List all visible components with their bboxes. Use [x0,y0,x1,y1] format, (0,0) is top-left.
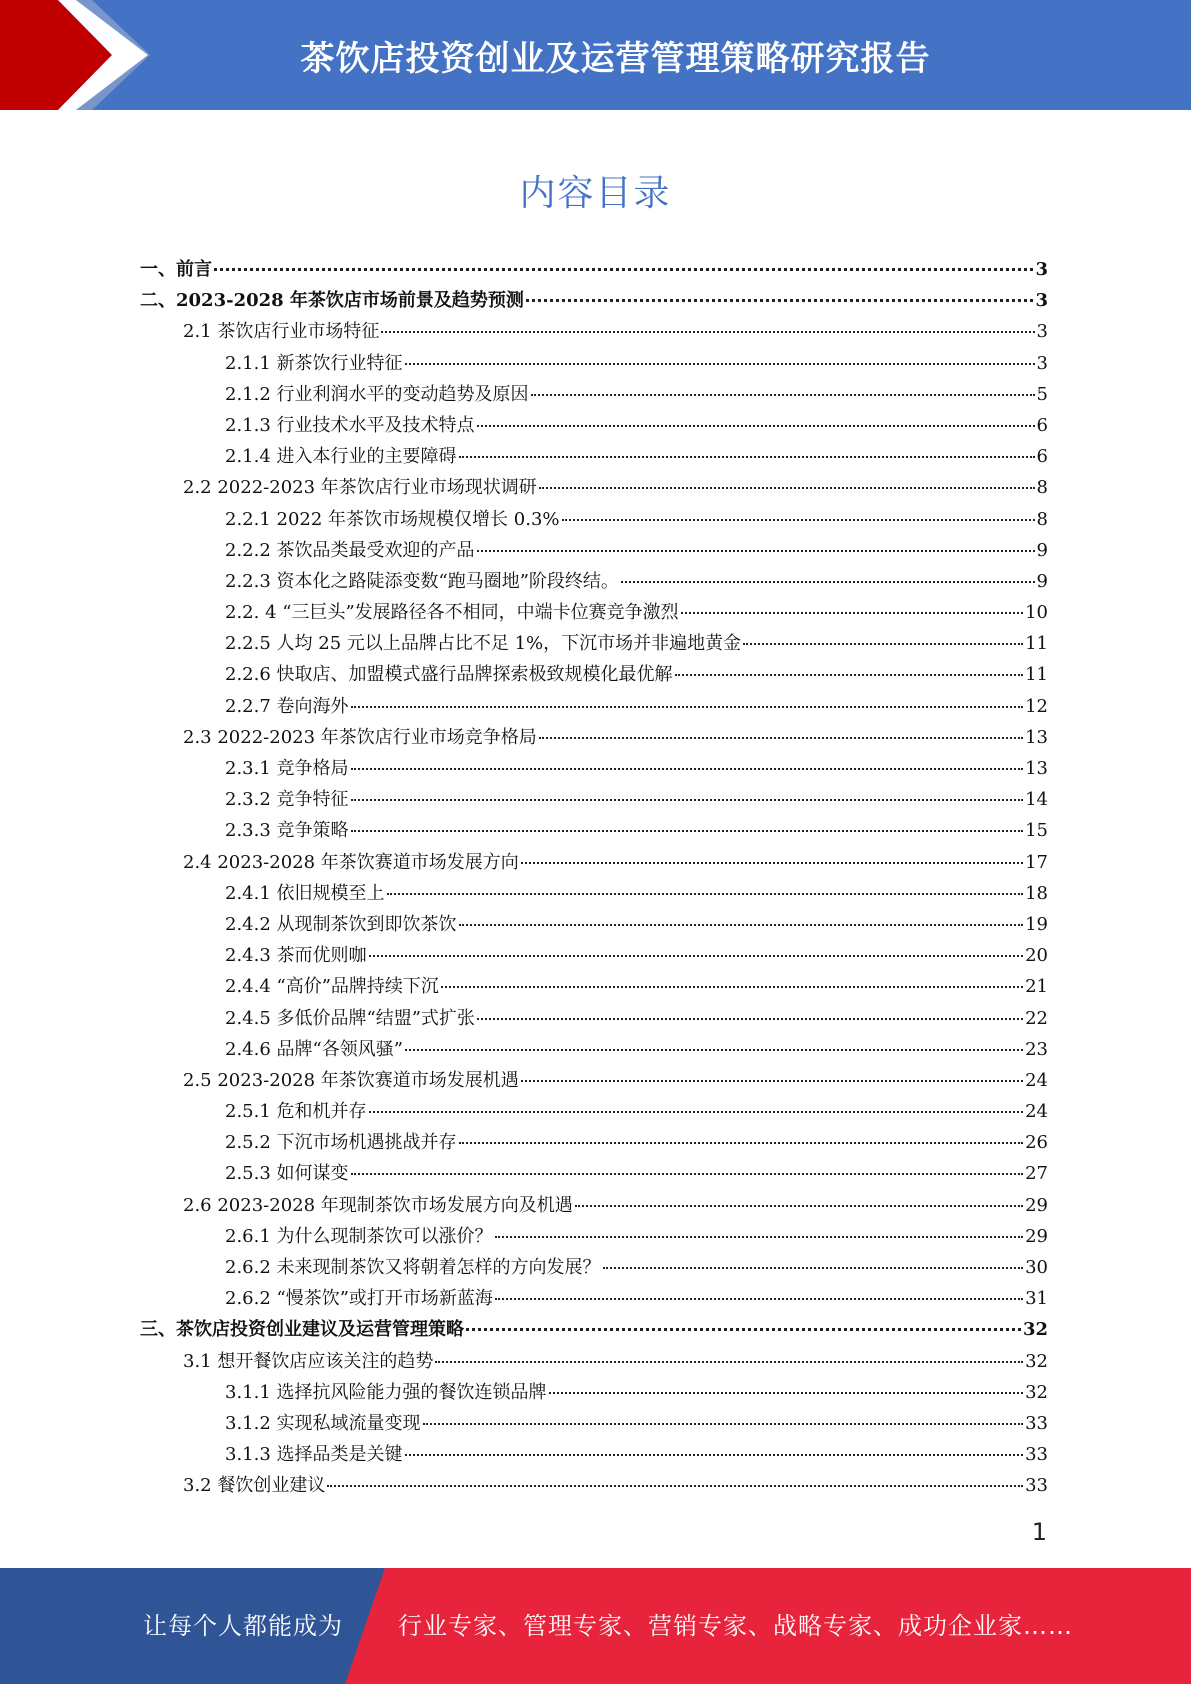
toc-entry-page: 6 [1036,446,1048,468]
toc-leader-dots [459,923,1024,926]
toc-entry-page: 32 [1025,1350,1048,1372]
toc-leader-dots [441,985,1023,988]
toc-entry-label: 2.4 2023-2028 年茶饮赛道市场发展方向 [183,851,519,873]
toc-entry-page: 20 [1025,945,1048,967]
toc-entry-page: 3 [1036,352,1048,374]
toc-entry[interactable] [140,410,1048,441]
toc-leader-dots [477,1017,1023,1020]
toc-entry-page: 5 [1036,383,1048,405]
toc-entry-label: 2.6.1 为什么现制茶饮可以涨价？ [225,1225,493,1247]
toc-leader-dots [423,1422,1024,1425]
toc-entry-label: 2.5.2 下沉市场机遇挑战并存 [225,1132,457,1154]
toc-entry-label: 2.1.4 进入本行业的主要障碍 [225,446,457,468]
toc-entry-page: 3 [1035,259,1048,280]
toc-entry-label: 2.5.3 如何谋变 [225,1163,349,1185]
toc-entry[interactable] [140,1003,1048,1034]
toc-entry-page: 26 [1025,1132,1048,1154]
report-title: 茶饮店投资创业及运营管理策略研究报告 [300,38,931,79]
toc-entry-page: 33 [1025,1444,1048,1466]
toc-entry[interactable] [140,691,1048,722]
toc-entry-label: 2.2.7 卷向海外 [225,695,349,717]
toc-entry-label: 2.2.5 人均 25 元以上品牌占比不足 1%，下沉市场并非遍地黄金 [225,633,742,655]
toc-entry[interactable] [140,1439,1048,1470]
toc-entry-label: 3.1.1 选择抗风险能力强的餐饮连锁品牌 [225,1381,547,1403]
toc-entry-label: 2.6.2 未来现制茶饮又将朝着怎样的方向发展？ [225,1257,601,1278]
toc-entry-label: 3.1.3 选择品类是关键 [225,1444,403,1466]
toc-entry[interactable] [140,597,1048,628]
toc-entry-label: 2.4.3 茶而优则咖 [225,945,367,967]
toc-entry-label: 2.1.1 新茶饮行业特征 [225,352,403,374]
toc-leader-dots [387,892,1024,895]
toc-leader-dots [681,611,1023,614]
toc-leader-dots [351,798,1024,801]
toc-leader-dots [369,1110,1024,1113]
toc-entry-label: 2.5 2023-2028 年茶饮赛道市场发展机遇 [183,1069,519,1091]
toc-entry-page: 6 [1036,414,1048,436]
toc-entry-label: 2.4.6 品牌“各领风骚” [225,1038,403,1060]
toc-leader-dots [539,736,1023,739]
toc-entry[interactable] [140,878,1048,909]
toc-leader-dots [521,861,1023,864]
toc-entry[interactable] [140,504,1048,535]
toc-leader-dots [466,1327,1021,1331]
toc-entry-page: 30 [1025,1257,1048,1278]
toc-entry-page: 8 [1036,508,1048,530]
toc-entry[interactable] [140,753,1048,784]
toc-entry[interactable] [140,441,1048,472]
toc-entry[interactable] [140,909,1048,940]
toc-entry[interactable] [140,1096,1048,1127]
toc-entry-page: 12 [1025,695,1048,717]
toc-entry[interactable] [140,940,1048,971]
toc-entry-label: 2.2.6 快取店、加盟模式盛行品牌探索极致规模化最优解 [225,664,673,686]
toc-entry-page: 21 [1025,976,1048,998]
toc-entry[interactable] [140,254,1048,285]
toc-entry-label: 2.2.2 茶饮品类最受欢迎的产品 [225,539,475,561]
toc-leader-dots [351,1172,1024,1175]
toc-entry[interactable] [140,1158,1048,1189]
toc-leader-dots [521,1079,1023,1082]
toc-leader-dots [381,330,1034,333]
toc-entry[interactable] [140,1065,1048,1096]
toc-leader-dots [539,486,1035,489]
toc-entry-page: 18 [1025,882,1048,904]
toc-leader-dots [459,1141,1024,1144]
toc-entry-label: 2.2.3 资本化之路陡添变数“跑马圈地”阶段终结。 [225,570,619,592]
toc-entry[interactable] [140,566,1048,597]
toc-entry-page: 19 [1025,913,1048,935]
toc-leader-dots [214,267,1033,271]
toc-leader-dots [575,1204,1023,1207]
toc-leader-dots [435,1360,1023,1363]
toc-entry-page: 15 [1025,820,1048,842]
report-header [0,0,1191,110]
toc-entry-page: 31 [1025,1288,1048,1310]
toc-leader-dots [459,455,1035,458]
toc-leader-dots [351,829,1024,832]
toc-entry-label: 3.1.2 实现私域流量变现 [225,1412,421,1434]
toc-entry-label: 2.4.4 “高价”品牌持续下沉 [225,976,439,998]
footer-slogan: 让每个人都能成为 [143,1612,343,1640]
toc-leader-dots [477,549,1035,552]
toc-entry-label: 三、茶饮店投资创业建议及运营管理策略 [140,1319,464,1341]
toc-entry[interactable] [140,348,1048,379]
toc-entry-page: 13 [1025,758,1048,779]
toc-leader-dots [327,1484,1023,1487]
toc-leader-dots [405,1048,1023,1051]
toc-entry-page: 24 [1025,1101,1048,1123]
toc-entry-label: 2.2.1 2022 年茶饮市场规模仅增长 0.3% [225,508,560,530]
toc-entry[interactable] [140,722,1048,753]
toc-entry-label: 2.3.3 竞争策略 [225,820,349,842]
toc-entry-page: 10 [1025,602,1048,624]
toc-leader-dots [405,362,1035,365]
toc-entry[interactable] [140,628,1048,659]
toc-leader-dots [495,1297,1023,1300]
toc-entry[interactable] [140,1127,1048,1158]
toc-entry-page: 27 [1025,1163,1048,1185]
toc-entry-page: 3 [1036,321,1048,343]
toc-entry-page: 13 [1025,726,1048,748]
toc-leader-dots [531,393,1035,396]
toc-entry-label: 3.2 餐饮创业建议 [183,1475,326,1497]
toc-entry[interactable] [140,1377,1048,1408]
toc-entry-label: 一、前言 [140,259,212,280]
toc-leader-dots [526,298,1034,302]
toc-leader-dots [562,518,1035,521]
toc-leader-dots [405,1453,1024,1456]
toc-heading: 内容目录 [519,173,672,214]
toc-entry-page: 33 [1025,1475,1048,1497]
toc-entry[interactable] [140,379,1048,410]
toc-entry[interactable] [140,1221,1048,1252]
toc-entry-label: 3.1 想开餐饮店应该关注的趋势 [183,1350,434,1372]
toc-entry-label: 2.6 2023-2028 年现制茶饮市场发展方向及机遇 [183,1194,573,1216]
toc-entry-page: 3 [1035,290,1048,312]
toc-entry[interactable] [140,659,1048,690]
toc-entry[interactable] [140,285,1048,316]
toc-entry-page: 8 [1036,477,1048,499]
toc-entry-label: 2.3.2 竞争特征 [225,789,349,811]
toc-entry[interactable] [140,1408,1048,1439]
toc-entry[interactable] [140,815,1048,846]
toc-entry-label: 2.4.2 从现制茶饮到即饮茶饮 [225,913,457,935]
toc-entry-page: 9 [1036,539,1048,561]
toc-entry-page: 11 [1025,664,1048,686]
toc-entry-label: 2.2. 4 “三巨头”发展路径各不相同，中端卡位赛竞争激烈 [225,602,679,624]
toc-entry-page: 33 [1025,1412,1048,1434]
toc-leader-dots [351,767,1024,770]
toc-entry-label: 2.3.1 竞争格局 [225,758,349,779]
toc-entry-page: 32 [1025,1381,1048,1403]
toc-entry-label: 2.3 2022-2023 年茶饮店行业市场竞争格局 [183,726,537,748]
toc-entry-page: 24 [1025,1069,1048,1091]
toc-entry-page: 17 [1025,851,1048,873]
toc-entry[interactable] [140,316,1048,347]
toc-entry[interactable] [140,1283,1048,1314]
toc-entry-label: 2.1.3 行业技术水平及技术特点 [225,414,475,436]
toc-entry-page: 29 [1025,1194,1048,1216]
toc-leader-dots [621,580,1035,583]
toc-entry[interactable] [140,1314,1048,1345]
toc-entry-page: 11 [1025,633,1048,655]
page-number: 1 [1031,1518,1047,1546]
toc-leader-dots [477,424,1035,427]
toc-entry-label: 2.5.1 危和机并存 [225,1101,367,1123]
toc-leader-dots [743,642,1023,645]
toc-entry-page: 14 [1025,789,1048,811]
toc-entry[interactable] [140,971,1048,1002]
toc-entry-label: 2.4.1 依旧规模至上 [225,882,385,904]
toc-entry-page: 22 [1025,1007,1048,1029]
footer-roles: 行业专家、管理专家、营销专家、战略专家、成功企业家…… [398,1612,1073,1640]
toc-entry-page: 29 [1025,1225,1048,1247]
toc-entry[interactable] [140,1190,1048,1221]
toc-entry[interactable] [140,535,1048,566]
toc-entry[interactable] [140,847,1048,878]
toc-entry[interactable] [140,1346,1048,1377]
report-footer [0,1568,1191,1684]
toc-entry[interactable] [140,1470,1048,1501]
toc-leader-dots [549,1391,1024,1394]
toc-leader-dots [603,1266,1024,1269]
table-of-contents [140,254,1048,1502]
toc-leader-dots [351,705,1024,708]
toc-entry-label: 2.1.2 行业利润水平的变动趋势及原因 [225,383,529,405]
toc-entry-label: 2.2 2022-2023 年茶饮店行业市场现状调研 [183,477,537,499]
toc-leader-dots [495,1235,1024,1238]
toc-leader-dots [675,673,1024,676]
toc-leader-dots [369,954,1024,957]
toc-entry-label: 2.1 茶饮店行业市场特征 [183,321,380,343]
toc-entry-label: 2.4.5 多低价品牌“结盟”式扩张 [225,1007,475,1029]
toc-entry-page: 23 [1025,1038,1048,1060]
toc-entry-page: 9 [1036,570,1048,592]
toc-entry-label: 二、2023-2028 年茶饮店市场前景及趋势预测 [140,290,524,312]
toc-entry[interactable] [140,472,1048,503]
toc-entry[interactable] [140,1252,1048,1283]
toc-entry[interactable] [140,1034,1048,1065]
toc-entry[interactable] [140,784,1048,815]
toc-entry-label: 2.6.2 “慢茶饮”或打开市场新蓝海 [225,1288,493,1310]
toc-entry-page: 32 [1022,1319,1048,1341]
